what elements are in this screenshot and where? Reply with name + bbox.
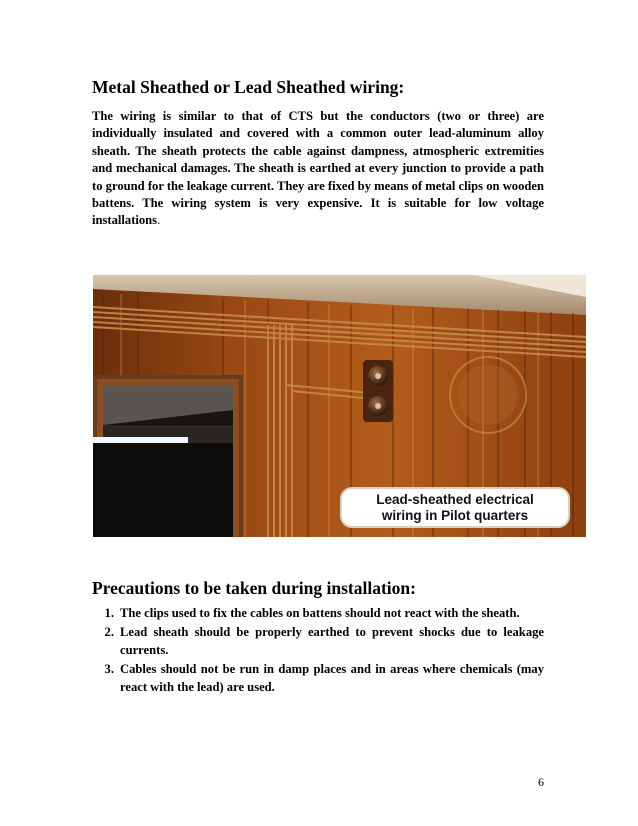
paragraph-text: The wiring is similar to that of CTS but the conductors (two or three) are individually insulated and covered with a common outer lead-aluminum alloy sheath. The sheath protects the cable against dampness, atmospheric extremities and mechanical damages. The sheath is earthed at every junction to provide a path to ground for the leakage current. They are fixed by means of metal clips on wooden battens. The wiring system is very expensive. It is suitable for low voltage installations — [92, 109, 544, 228]
list-item — [92, 624, 544, 659]
list-item — [92, 661, 544, 696]
list-item — [92, 605, 544, 622]
list-item-text: Cables should not be run in damp places and in areas where chemicals (may react with the lead) are used. — [120, 662, 544, 694]
photo-caption — [342, 489, 568, 526]
section-heading-precautions: Precautions to be taken during installation: — [92, 578, 416, 598]
list-item-number: 3. — [104, 662, 114, 677]
precautions-list — [92, 605, 544, 698]
list-item-text: Lead sheath should be properly earthed to prevent shocks due to leakage currents. — [120, 625, 544, 657]
body-paragraph — [92, 108, 544, 230]
list-item-number: 2. — [104, 625, 114, 640]
caption-line-2: wiring in Pilot quarters — [381, 507, 529, 523]
list-item-text: The clips used to fix the cables on battens should not react with the sheath. — [120, 606, 520, 620]
caption-line-1: Lead-sheathed electrical — [376, 491, 534, 507]
page-number: 6 — [538, 775, 544, 789]
paragraph-end: . — [157, 213, 161, 228]
list-item-number: 1. — [104, 606, 114, 620]
section-heading-lead-sheathed: Metal Sheathed or Lead Sheathed wiring: — [92, 77, 405, 97]
